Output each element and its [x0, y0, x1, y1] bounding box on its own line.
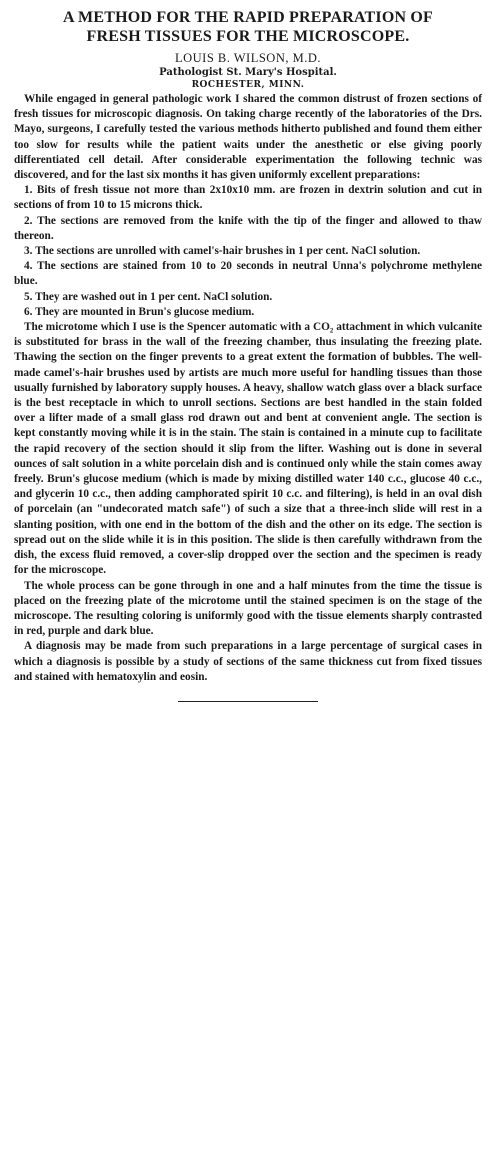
step-4: 4. The sections are stained from 10 to 20 seconds in neutral Unna's polychrome methylene blue.: [14, 260, 482, 288]
diagnosis-paragraph: A diagnosis may be made from such preparations in a large percentage of surgical cases in which a diagnosis is possible by a study of sections of the same thickness cut from fixed tissues and stained with hematoxylin and eosin.: [14, 640, 482, 683]
step-2: 2. The sections are removed from the knife with the tip of the finger and allowed to thaw thereon.: [14, 214, 482, 242]
title-line-2: FRESH TISSUES FOR THE MICROSCOPE.: [86, 28, 410, 45]
process-paragraph: The whole process can be gone through in one and a half minutes from the time the tissue is placed on the freezing plate of the microtome until the stained specimen is on the stage of the microscope. The resulting coloring is uniformly good with the tissue elements sharply contrasted in red, purple and dark blue.: [14, 579, 482, 638]
step-5: 5. They are washed out in 1 per cent. NaCl solution.: [24, 290, 273, 303]
step-1: 1. Bits of fresh tissue not more than 2x10x10 mm. are frozen in dextrin solution and cut in sections of from 10 to 15 microns thick.: [14, 184, 482, 212]
step-6: 6. They are mounted in Brun's glucose medium.: [24, 305, 255, 318]
microtome-paragraph: The microtome which I use is the Spencer automatic with a CO₂ attachment in which vulcanite is substituted for brass in the wall of the freezing chamber, thus insulating the freezing plate. Thawing the section on the finger prevents to a great extent the formation of bubbles. The well-made camel's-hair brushes used by artists are much more useful for handling tissues than those usually furnished by laboratory supply houses. A heavy, shallow watch glass over a black surface is the best receptacle in which to unroll sections. Sections are best handled in the stain folded over a lifter made of a small glass rod drawn out and bent at convenient angle. The section is kept constantly moving while it is in the stain. The stain is contained in a minute cup to facilitate the rapid recovery of the section should it slip from the lifter. Washing out is done in several ounces of salt solution in a white porcelain dish and is continued only while the stain comes away freely. Brun's glucose medium (which is made by mixing distilled water 140 c.c., glucose 40 c.c., and glycerin 10 c.c., then adding camphorated spirit 10 c.c. and filtering), is held in an oval dish of porcelain (an "undecorated match safe") of such a size that a three-inch slide will rest in a slanting position, with one end in the bottom of the dish and the other on its edge. The section is spread out on the slide while it is in this position. The slide is then carefully withdrawn from the dish, the excess fluid removed, a cover-slip dropped over the section and the specimen is ready for the microscope.: [14, 321, 482, 577]
author-name: LOUIS B. WILSON, M.D.: [174, 51, 322, 65]
author-affiliation: Pathologist St. Mary's Hospital.: [159, 67, 337, 78]
title-line-1: A METHOD FOR THE RAPID PREPARATION OF: [62, 9, 434, 26]
intro-paragraph: While engaged in general pathologic work I shared the common distrust of frozen sections of fresh tissues for microscopic diagnosis. On taking charge recently of the laboratories of the Drs. Mayo, surgeons, I carefully tested the various methods hitherto published and found them either too slow for results while the patient waits under the anesthetic or else giving poorly differentiated cell detail. After considerable experimentation the following technic was discovered, and for the last six months it has given uniformly excellent preparations:: [14, 93, 482, 182]
author-location: ROCHESTER, MINN.: [191, 80, 305, 90]
end-rule: [178, 701, 318, 702]
article-body: [14, 92, 482, 685]
step-3: 3. The sections are unrolled with camel's-hair brushes in 1 per cent. NaCl solution.: [24, 245, 421, 258]
article-title: [14, 8, 482, 46]
